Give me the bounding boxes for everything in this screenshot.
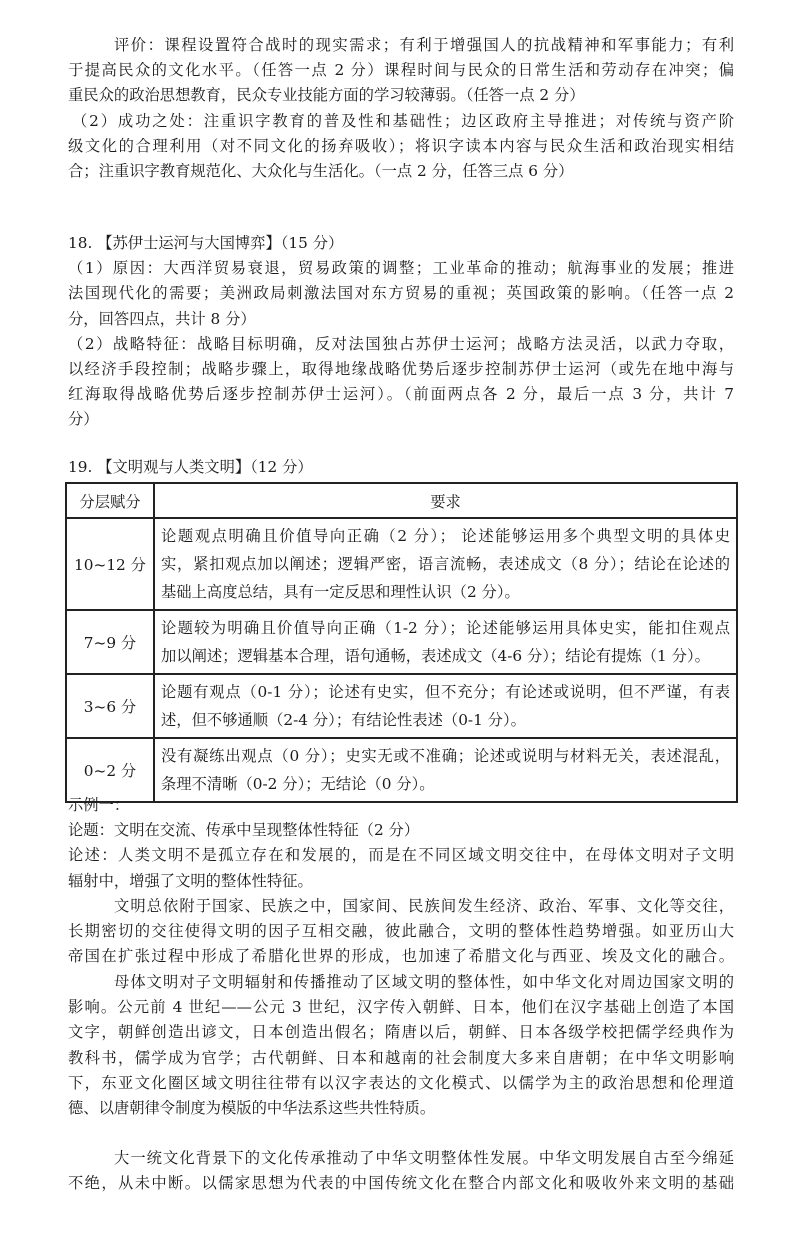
- requirement-cell: [154, 610, 737, 674]
- example-intro: [68, 793, 734, 894]
- text-line: 分）: [68, 410, 99, 429]
- text-line: 法国现代化的需要；美洲政局刺激法国对东方贸易的重视；英国政策的影响。（任答一点 2: [68, 284, 734, 303]
- requirement-cell: [154, 518, 737, 610]
- table-header-row: [66, 483, 737, 518]
- text-line: 论题：文明在交流、传承中呈现整体性特征（2 分）: [68, 821, 420, 840]
- q18-answer: [68, 231, 734, 433]
- text-line: 分，回答四点，共计 8 分）: [68, 309, 256, 328]
- text-line: 重民众的政治思想教育，民众专业技能方面的学习较薄弱。（任答一点 2 分）: [68, 86, 585, 105]
- text-line: 于提高民众的文化水平。（任答一点 2 分）课程时间与民众的日常生活和劳动存在冲突；偏: [68, 61, 734, 80]
- text-line: 论题有观点（0-1 分）；论述有史实，但不充分；有论述或说明，但不严谨，有表: [161, 683, 730, 701]
- text-line: 长期密切的交往使得文明的因子互相交融，彼此融合，文明的整体性趋势增强。如亚历山大: [68, 922, 734, 941]
- text-line: 文明总依附于国家、民族之中，国家间、民族间发生经济、政治、军事、文化等交往，: [114, 897, 734, 915]
- text-line: 大一统文化背景下的文化传承推动了中华文明整体性发展。中华文明发展自古至今绵延: [114, 1149, 734, 1167]
- score-level: 0~2 分: [66, 738, 154, 802]
- score-level: 7~9 分: [66, 610, 154, 674]
- text-line: 基础上高度总结，具有一定反思和理性认识（2 分）。: [161, 583, 520, 601]
- table-row: [66, 674, 737, 738]
- score-level: 3~6 分: [66, 674, 154, 738]
- text-line: 条理不清晰（0-2 分）；无结论（0 分）。: [161, 775, 435, 793]
- text-line: 以经济手段控制；战略步骤上，取得地缘战略优势后逐步控制苏伊士运河（或先在地中海与: [68, 359, 734, 378]
- text-line: 教科书，儒学成为官学；古代朝鲜、日本和越南的社会制度大多来自唐朝；在中华文明影响: [68, 1048, 734, 1067]
- text-line: 母体文明对子文明辐射和传播推动了区域文明的整体性，如中华文化对周边国家文明的: [114, 973, 734, 991]
- header-score-level: 分层赋分: [66, 483, 154, 518]
- score-level: 10~12 分: [66, 518, 154, 610]
- text-line: （2）战略特征：战略目标明确，反对法国独占苏伊士运河；战略方法灵活，以武力夺取，: [68, 334, 734, 353]
- text-line: 辐射中，增强了文明的整体性特征。: [68, 871, 313, 890]
- example-paragraph-3: [68, 1146, 734, 1196]
- text-line: 合；注重识字教育规范化、大众化与生活化。（一点 2 分，任答三点 6 分）: [68, 162, 574, 181]
- text-line: 帝国在扩张过程中形成了希腊化世界的形成，也加速了希腊文化与西亚、埃及文化的融合。: [68, 947, 734, 966]
- text-line: 实，紧扣观点加以阐述；逻辑严密，语言流畅，表述成文（8 分）；结论在论述的: [161, 555, 730, 573]
- text-line: 红海取得战略优势后逐步控制苏伊士运河）。（前面两点各 2 分，最后一点 3 分，共计 7: [68, 385, 734, 404]
- requirement-cell: [154, 674, 737, 738]
- text-line: 论题观点明确且价值导向正确（2 分）； 论述能够运用多个典型文明的具体史: [161, 527, 730, 545]
- q19-title: [68, 455, 734, 480]
- text-line: 论述：人类文明不是孤立存在和发展的，而是在不同区域文明交往中，在母体文明对子文明: [68, 846, 734, 865]
- text-line: 评价：课程设置符合战时的现实需求；有利于增强国人的抗战精神和军事能力；有利: [114, 36, 734, 54]
- text-line: 下，东亚文化圈区域文明往往带有以汉字表达的文化模式、以儒学为主的政治思想和伦理道: [68, 1073, 734, 1092]
- text-line: 不绝，从未中断。以儒家思想为代表的中国传统文化在整合内部文化和吸收外来文明的基础: [68, 1174, 734, 1193]
- header-requirements: 要求: [154, 483, 737, 518]
- table-row: [66, 610, 737, 674]
- table-row: [66, 518, 737, 610]
- text-line: 没有凝练出观点（0 分）；史实无或不准确；论述或说明与材料无关，表述混乱，: [161, 747, 730, 765]
- text-line: 文字，朝鲜创造出谚文，日本创造出假名；隋唐以后，朝鲜、日本各级学校把儒学经典作为: [68, 1023, 734, 1042]
- text-line: 德、以唐朝律令制度为模版的中华法系这些共性特质。: [68, 1098, 436, 1117]
- text-line: 述，但不够通顺（2-4 分）；有结论性表述（0-1 分）。: [161, 711, 526, 729]
- section-title: 19. 【文明观与人类文明】（12 分）: [68, 458, 313, 476]
- example-paragraph-2: [68, 970, 734, 1121]
- example-paragraph-1: [68, 894, 734, 970]
- text-line: 18. 【苏伊士运河与大国博弈】（15 分）: [68, 234, 344, 252]
- q17-part2: [68, 109, 734, 185]
- q17-evaluation: [68, 33, 734, 109]
- text-line: 示例一：: [68, 796, 130, 814]
- text-line: 论题较为明确且价值导向正确（1-2 分）；论述能够运用具体史实，能扣住观点: [161, 619, 730, 637]
- text-line: （2）成功之处：注重识字教育的普及性和基础性；边区政府主导推进；对传统与资产阶: [72, 112, 734, 130]
- text-line: 级文化的合理利用（对不同文化的扬弃吸收）；将识字读本内容与民众生活和政治现实相结: [68, 137, 734, 156]
- scoring-table: [65, 482, 738, 803]
- text-line: 加以阐述；逻辑基本合理，语句通畅，表述成文（4-6 分）；结论有提炼（1 分）。: [161, 647, 710, 665]
- text-line: （1）原因：大西洋贸易衰退，贸易政策的调整；工业革命的推动；航海事业的发展；推进: [68, 259, 734, 278]
- text-line: 影响。公元前 4 世纪——公元 3 世纪，汉字传入朝鲜、日本，他们在汉字基础上创造了本国: [68, 998, 734, 1017]
